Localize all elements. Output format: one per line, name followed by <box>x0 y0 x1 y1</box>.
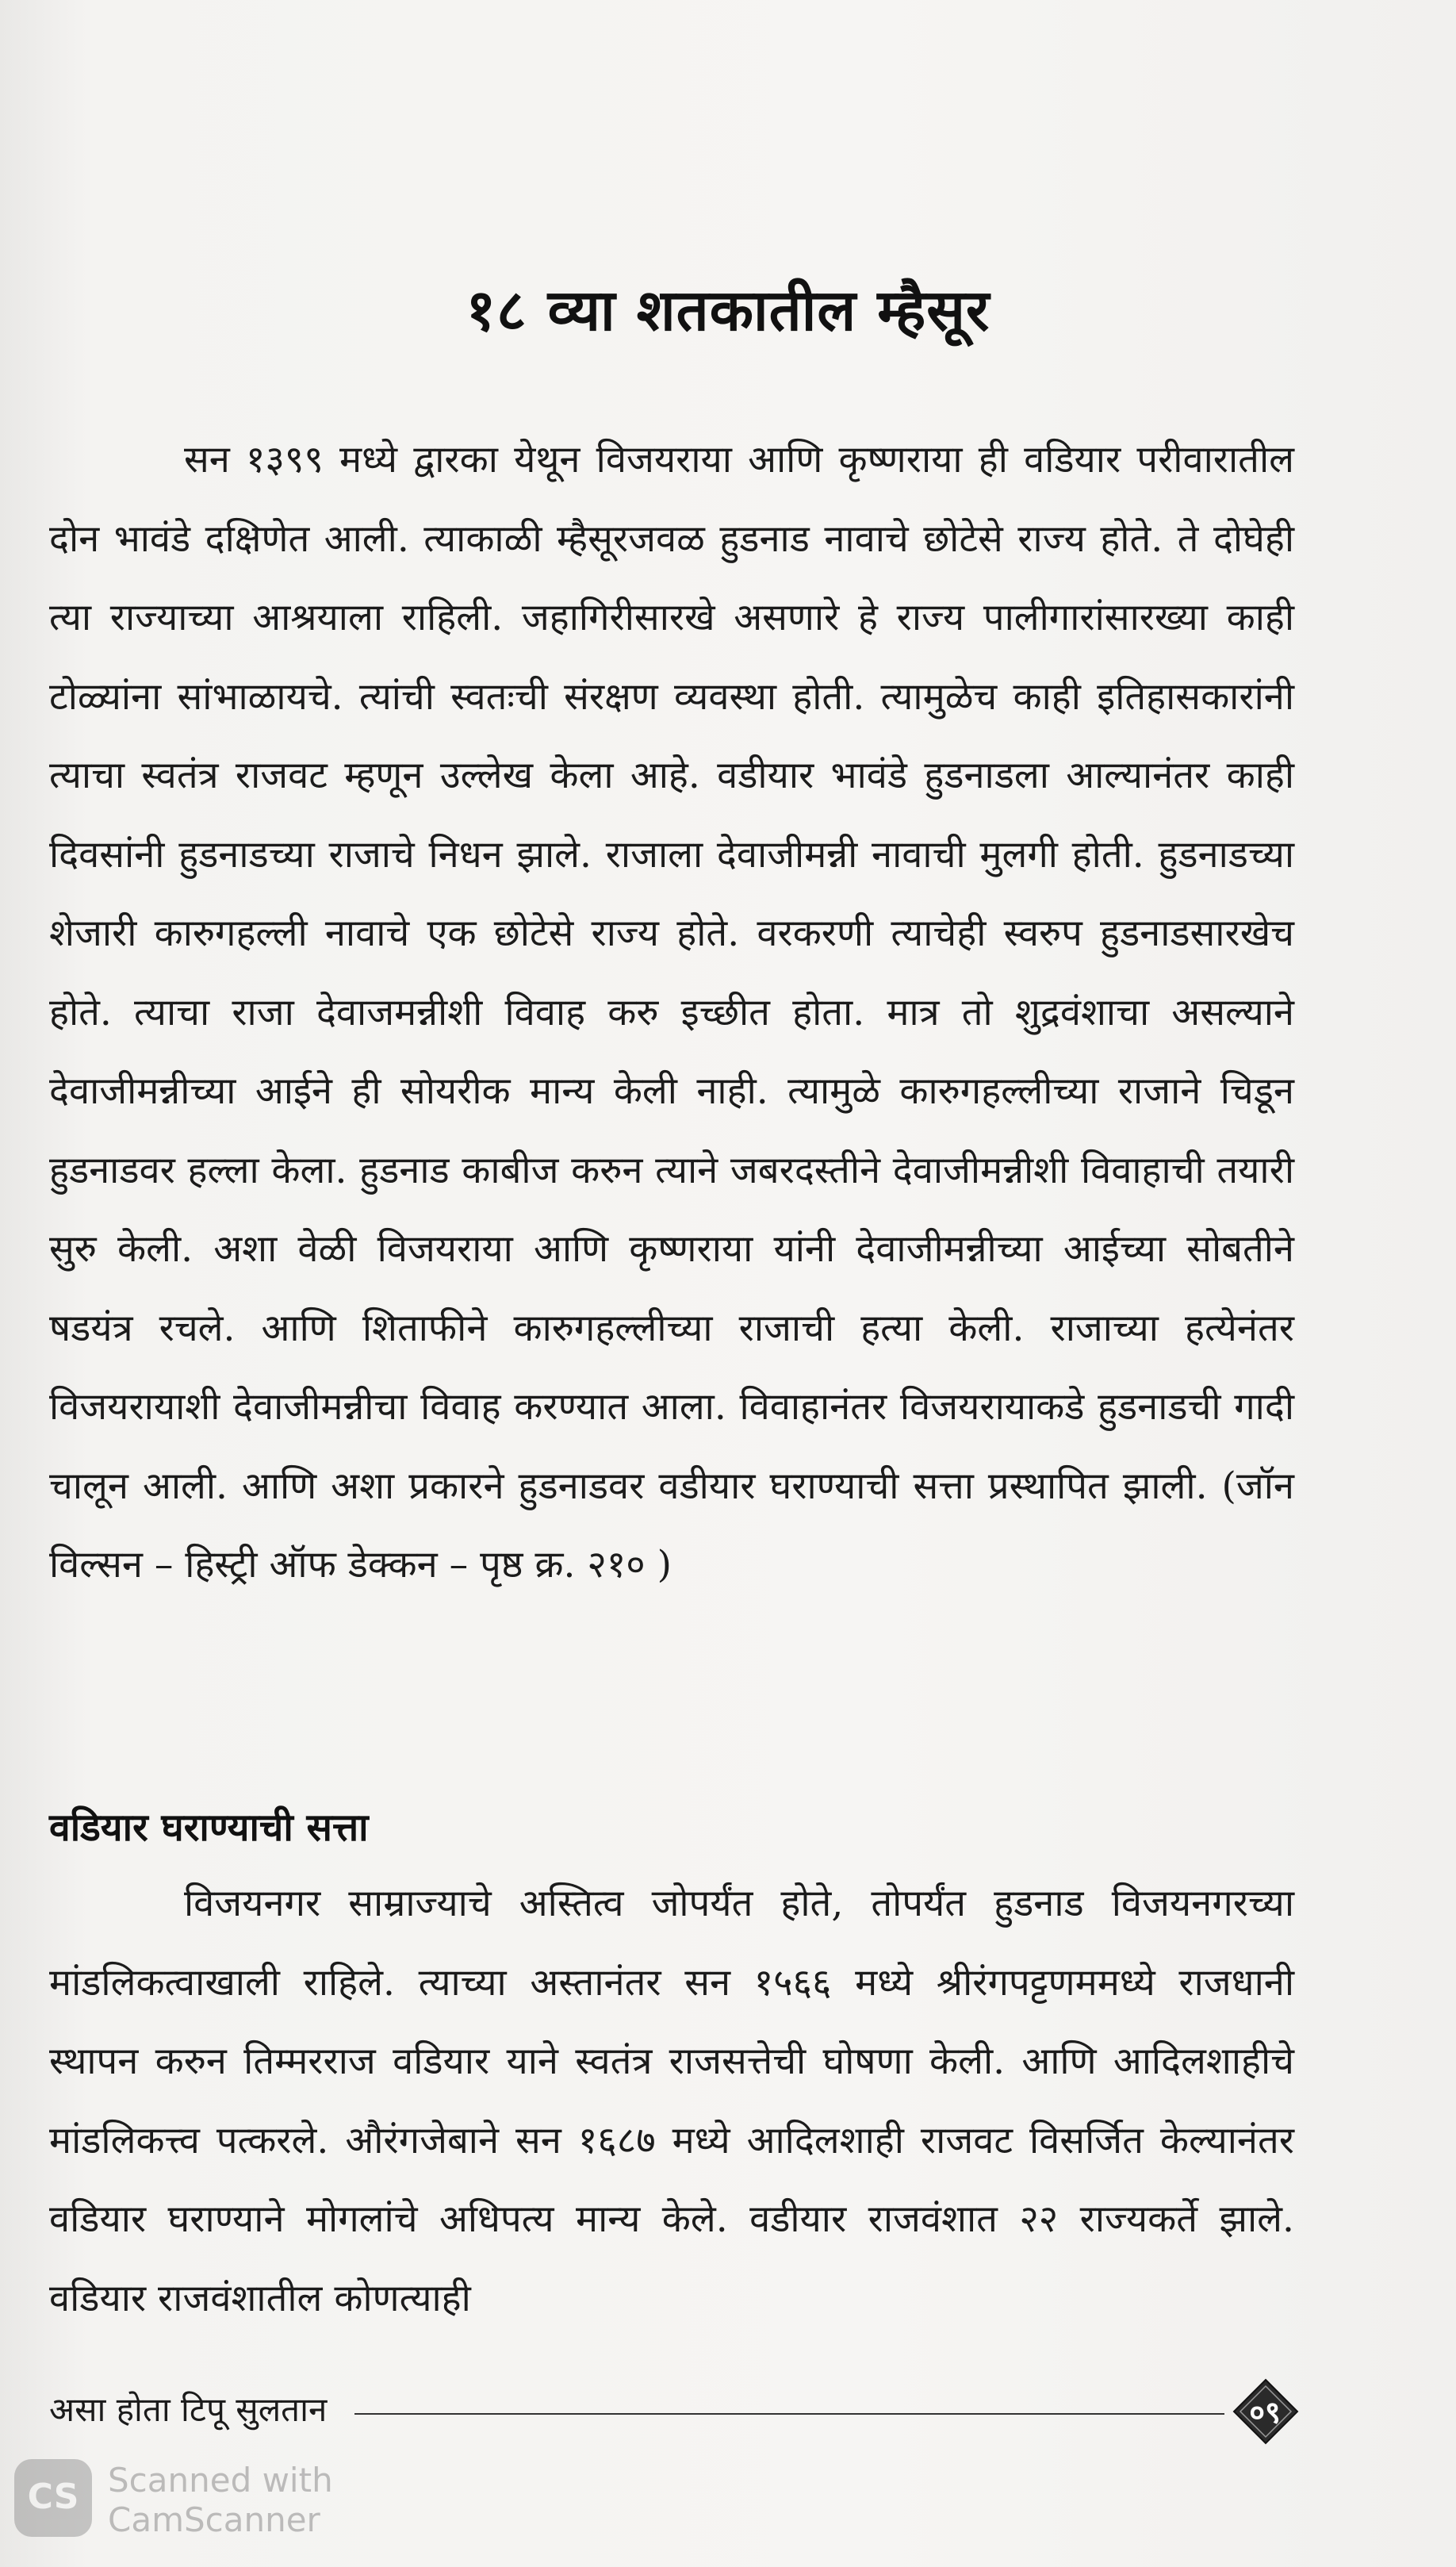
page-footer <box>49 2372 1310 2451</box>
footer-rule <box>354 2413 1224 2415</box>
watermark-line-1: Scanned with <box>108 2461 333 2500</box>
paragraph-2: विजयनगर साम्राज्याचे अस्तित्व जोपर्यंत होते, तोपर्यंत हुडनाड विजयनगरच्या मांडलिकत्वाखाली राहिले. त्याच्या अस्तानंतर सन १५६६ मध्ये श्रीरंगपट्टणममध्ये राजधानी स्थापन करुन तिम्मरराज वडियार याने स्वतंत्र राजसत्तेची घोषणा केली. आणि आदिलशाहीचे मांडलिकत्त्व पत्करले. औरंगजेबाने सन १६८७ मध्ये आदिलशाही राजवट विसर्जित केल्यानंतर वडियार घराण्याने मोगलांचे अधिपत्य मान्य केले. वडीयार राजवंशात २२ राज्यकर्ते झाले. वडियार राजवंशातील कोणत्याही <box>49 1882 1294 2320</box>
camscanner-logo-icon <box>14 2459 92 2537</box>
watermark-line-2: CamScanner <box>108 2500 320 2539</box>
camscanner-logo-letters: CS <box>27 2477 79 2517</box>
page-number: ०९ <box>1249 2394 1281 2430</box>
chapter-title: १८ व्या शतकातील म्हैसूर <box>466 277 990 343</box>
section-heading: वडियार घराण्याची सत्ता <box>49 1805 369 1850</box>
paragraph-1: सन १३९९ मध्ये द्वारका येथून विजयराया आणि कृष्णराया ही वडियार परीवारातील दोन भावंडे दक्षिणेत आली. त्याकाळी म्हैसूरजवळ हुडनाड नावाचे छोटेसे राज्य होते. ते दोघेही त्या राज्याच्या आश्रयाला राहिली. जहागिरीसारखे असणारे हे राज्य पालीगारांसारख्या काही टोळ्यांना सांभाळायचे. त्यांची स्वतःची संरक्षण व्यवस्था होती. त्यामुळेच काही इतिहासकारांनी त्याचा स्वतंत्र राजवट म्हणून उल्लेख केला आहे. वडीयार भावंडे हुडनाडला आल्यानंतर काही दिवसांनी हुडनाडच्या राजाचे निधन झाले. राजाला देवाजीमन्नी नावाची मुलगी होती. हुडनाडच्या शेजारी कारुगहल्ली नावाचे एक छोटेसे राज्य होते. वरकरणी त्याचेही स्वरुप हुडनाडसारखेच होते. त्याचा राजा देवाजमन्नीशी विवाह करु इच्छीत होता. मात्र तो शुद्रवंशाचा असल्याने देवाजीमन्नीच्या आईने ही सोयरीक मान्य केली नाही. त्यामुळे कारुगहल्लीच्या राजाने चिडून हुडनाडवर हल्ला केला. हुडनाड काबीज करुन त्याने जबरदस्तीने देवाजीमन्नीशी विवाहाची तयारी सुरु केली. अशा वेळी विजयराया आणि कृष्णराया यांनी देवाजीमन्नीच्या आईच्या सोबतीने षडयंत्र रचले. आणि शिताफीने कारुगहल्लीच्या राजाची हत्या केली. राजाच्या हत्येनंतर विजयरायाशी देवाजीमन्नीचा विवाह करण्यात आला. विवाहानंतर विजयरायाकडे हुडनाडची गादी चालून आली. आणि अशा प्रकारने हुडनाडवर वडीयार घराण्याची सत्ता प्रस्थापित झाली. (जॉन विल्सन – हिस्ट्री ऑफ डेक्कन – पृष्ठ क्र. २१० ) <box>49 438 1294 1587</box>
camscanner-watermark <box>14 2459 395 2546</box>
footer-book-title: असा होता टिपू सुलतान <box>49 2390 328 2429</box>
